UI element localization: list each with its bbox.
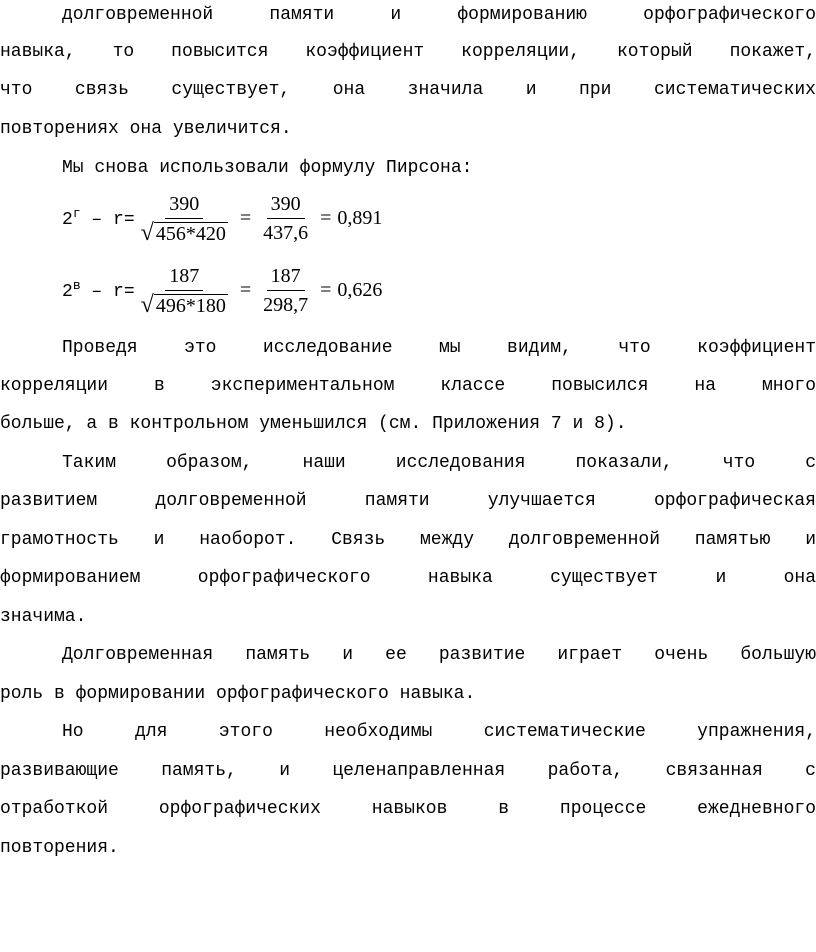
text-line: развитием долговременной памяти улучшается орфографическая [0,491,816,511]
fraction [263,192,308,245]
equals-sign: = [320,278,332,301]
sqrt-icon: √ [140,219,154,246]
text-line: повторениях она увеличится. [0,119,292,139]
text-line: Мы снова использовали формулу Пирсона: [62,158,473,178]
denominator: √ 456*420 [140,219,226,246]
numerator: 390 [267,192,305,219]
formula-result: 0,626 [337,278,383,301]
text-line: роль в формировании орфографического навыка. [0,684,476,704]
equals-sign: = [239,278,252,301]
denominator: 437,6 [263,221,309,244]
text-line: что связь существует, она значила и при систематических [0,80,816,100]
text-line: навыка, то повысится коэффициент корреляции, который покажет, [0,42,816,62]
text-line: Но для этого необходимы систематические упражнения, [62,722,816,742]
sqrt-icon: √ [140,291,154,318]
text-line: Проведя это исследование мы видим, что коэффициент [62,338,816,358]
text-line: развивающие память, и целенаправленная работа, связанная с [0,761,816,781]
text-line: Долговременная память и ее развитие играет очень большую [62,645,816,665]
text-line: формированием орфографического навыка существует и она [0,568,816,588]
fraction [141,192,228,245]
denominator: √ 496*180 [140,291,226,318]
fraction [141,264,228,317]
equals-sign: = [239,206,252,229]
formula-result: 0,891 [337,206,383,229]
pearson-formula-experimental [62,188,382,248]
text-line: повторения. [0,838,119,858]
text-line: долговременной памяти и формированию орфографического [62,5,816,25]
formula-label: $2^в - r=$ [62,278,135,302]
text-line: грамотность и наоборот. Связь между долговременной памятью и [0,530,816,550]
numerator: 187 [165,264,203,291]
text-line: Таким образом, наши исследования показали, что с [62,453,816,473]
numerator: 390 [165,192,203,219]
text-line: отработкой орфографических навыков в процессе ежедневного [0,799,816,819]
numerator: 187 [267,264,305,291]
text-line: корреляции в экспериментальном классе повысился на много [0,376,816,396]
denominator: 298,7 [263,293,309,316]
pearson-formula-control [62,260,382,320]
formula-label: $2^г - r=$ [62,206,135,230]
fraction [263,264,308,317]
text-line: значима. [0,607,87,627]
equals-sign: = [320,206,332,229]
text-line: больше, а в контрольном уменьшился (см. Приложения 7 и 8). [0,414,627,434]
